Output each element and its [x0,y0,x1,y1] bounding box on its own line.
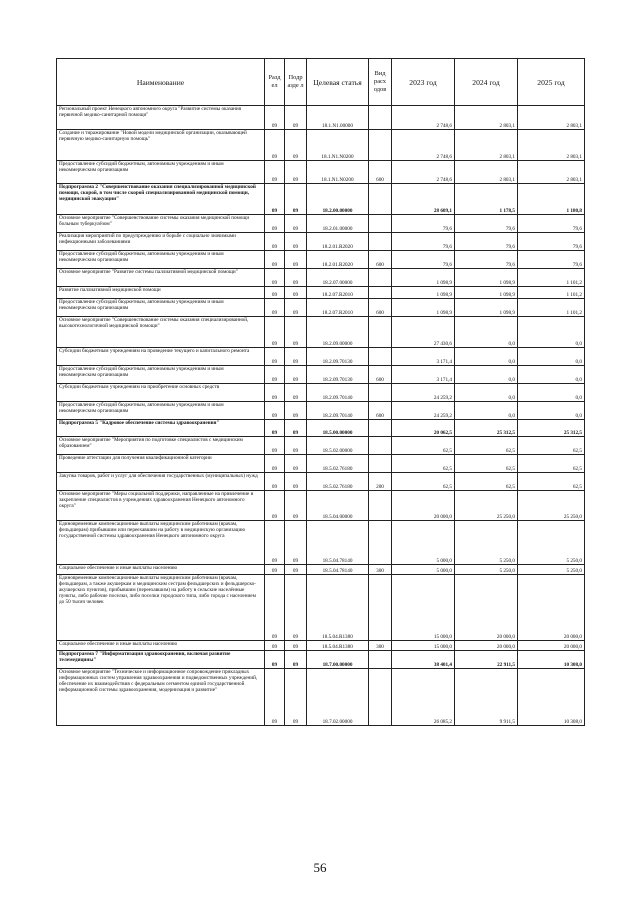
row-name: Основное мероприятие "Развитие системы паллиативной медицинской помощи" [57,269,265,287]
row-value-2024: 1 178,5 [455,184,518,215]
row-expense-type [369,184,392,215]
row-expense-type: 300 [369,565,392,575]
row-target-article: 18.7.02.00000 [307,669,369,726]
row-value-2025: 10 308,0 [518,669,585,726]
row-value-2023: 1 098,9 [392,299,455,317]
row-value-2025: 1 101,2 [518,299,585,317]
row-subsection: 09 [285,106,307,130]
row-expense-type: 200 [369,473,392,491]
row-value-2023: 15 000,0 [392,641,455,651]
table-row [57,641,585,651]
row-value-2025: 5 250,0 [518,565,585,575]
row-name: Социальное обеспечение и иные выплаты населению [57,565,265,575]
budget-table [56,58,585,726]
table-header [57,59,585,106]
row-value-2025: 0,0 [518,366,585,384]
row-subsection: 09 [285,455,307,473]
row-value-2024: 79,6 [455,251,518,269]
row-value-2025: 2 803,1 [518,161,585,184]
row-name: Основное мероприятие "Техническое и информационное сопровождение прикладных информационных систем управления здравоохранения и подведомственных учреждений, обеспечение их взаимодействия с федеральным сегментом единой государственной информационной системы здравоохранения, модернизация и развитие" [57,669,265,726]
row-value-2023: 24 259,2 [392,384,455,402]
row-name: Основное мероприятие "Мероприятия по подготовке специалистов с медицинским образованием" [57,437,265,455]
row-value-2024: 1 098,9 [455,269,518,287]
row-expense-type: 300 [369,641,392,651]
row-value-2025: 20 000,0 [518,575,585,641]
row-value-2023: 38 401,4 [392,651,455,669]
row-subsection: 09 [285,348,307,366]
row-section: 09 [265,161,285,184]
row-section: 09 [265,233,285,251]
row-value-2024: 2 803,1 [455,106,518,130]
row-name: Предоставление субсидий бюджетным, автономным учреждениям и иным некоммерческим организациям [57,402,265,420]
row-name: Субсидии бюджетным учреждениям на приобретение основных средств [57,384,265,402]
row-value-2023: 2 748,6 [392,161,455,184]
row-section: 09 [265,269,285,287]
table-row [57,420,585,437]
row-value-2024: 20 000,0 [455,641,518,651]
row-value-2024: 5 250,0 [455,565,518,575]
row-value-2025: 2 803,1 [518,106,585,130]
row-subsection: 09 [285,384,307,402]
header-section: Разд ел [265,59,285,106]
row-value-2025: 10 308,0 [518,651,585,669]
row-subsection: 09 [285,402,307,420]
row-name: Субсидии бюджетным учреждениям на проведение текущего и капитального ремонта [57,348,265,366]
row-value-2025: 62,5 [518,473,585,491]
table-row [57,269,585,287]
row-expense-type [369,384,392,402]
row-name: Создание и тиражирование "Новой модели медицинской организации, оказывающей первичную медико-санитарную помощь" [57,130,265,161]
row-value-2025: 79,6 [518,251,585,269]
table-row [57,521,585,565]
row-name: Реализация мероприятий по предупреждению и борьбе с социально значимыми инфекционными заболеваниями [57,233,265,251]
row-value-2023: 5 000,0 [392,565,455,575]
row-value-2025: 62,5 [518,455,585,473]
row-section: 09 [265,366,285,384]
header-year-2024: 2024 год [455,59,518,106]
row-section: 09 [265,215,285,233]
row-value-2023: 62,5 [392,437,455,455]
row-section: 09 [265,651,285,669]
header-year-2023: 2023 год [392,59,455,106]
row-subsection: 09 [285,491,307,521]
row-value-2024: 62,5 [455,473,518,491]
row-name: Предоставление субсидий бюджетным, автономным учреждениям и иным некоммерческим организациям [57,251,265,269]
row-section: 09 [265,437,285,455]
row-section: 09 [265,641,285,651]
table-row [57,565,585,575]
row-target-article: 18.2.09.70130 [307,348,369,366]
row-value-2024: 25 250,0 [455,491,518,521]
row-value-2025: 79,6 [518,215,585,233]
row-name: Предоставление субсидий бюджетным, автономным учреждениям и иным некоммерческим организациям [57,299,265,317]
row-name: Единовременные компенсационные выплаты медицинским работникам (врачам, фельдшерам) прибывшим или переехавшим на работу в медицинскую организацию государственной системы здравоохранения Ненецкого автономного округа [57,521,265,565]
row-section: 09 [265,575,285,641]
row-section: 09 [265,521,285,565]
row-name: Предоставление субсидий бюджетным, автономным учреждениям и иным некоммерческим организациям [57,366,265,384]
row-target-article: 18.2.07.00000 [307,269,369,287]
row-section: 09 [265,130,285,161]
row-subsection: 09 [285,130,307,161]
row-value-2024: 62,5 [455,437,518,455]
row-value-2023: 28 609,1 [392,184,455,215]
table-row [57,287,585,299]
table-row [57,130,585,161]
row-value-2025: 0,0 [518,348,585,366]
row-value-2023: 20 062,5 [392,420,455,437]
row-value-2023: 79,6 [392,251,455,269]
row-value-2023: 5 000,0 [392,521,455,565]
row-section: 09 [265,384,285,402]
row-subsection: 09 [285,437,307,455]
row-value-2025: 0,0 [518,384,585,402]
row-target-article: 18.5.02.00000 [307,437,369,455]
row-value-2024: 79,6 [455,233,518,251]
row-expense-type: 600 [369,299,392,317]
row-expense-type [369,437,392,455]
row-section: 09 [265,491,285,521]
row-target-article: 18.2.01.R2020 [307,251,369,269]
row-subsection: 09 [285,161,307,184]
row-subsection: 09 [285,641,307,651]
row-target-article: 18.2.07.R2010 [307,299,369,317]
row-target-article: 18.1.N1.00000 [307,106,369,130]
row-subsection: 09 [285,233,307,251]
table-row [57,348,585,366]
row-section: 09 [265,184,285,215]
row-target-article: 18.7.00.00000 [307,651,369,669]
table-row [57,651,585,669]
row-value-2025: 20 000,0 [518,641,585,651]
table-row [57,491,585,521]
row-expense-type [369,233,392,251]
row-expense-type [369,317,392,348]
row-name: Подпрограмма 5 "Кадровое обеспечение системы здравоохранения" [57,420,265,437]
table-row [57,215,585,233]
row-section: 09 [265,455,285,473]
row-target-article: 18.2.01.R2020 [307,233,369,251]
row-expense-type: 600 [369,366,392,384]
table-row [57,184,585,215]
table-row [57,251,585,269]
row-subsection: 09 [285,215,307,233]
row-expense-type [369,287,392,299]
row-expense-type: 600 [369,161,392,184]
row-value-2023: 79,6 [392,215,455,233]
table-row [57,161,585,184]
row-target-article: 18.2.09.70140 [307,384,369,402]
row-value-2025: 25 312,5 [518,420,585,437]
table-row [57,366,585,384]
row-value-2024: 20 000,0 [455,575,518,641]
row-value-2024: 1 098,9 [455,299,518,317]
row-expense-type [369,106,392,130]
row-target-article: 18.2.00.00000 [307,184,369,215]
row-value-2024: 0,0 [455,348,518,366]
row-value-2024: 2 803,1 [455,161,518,184]
row-target-article: 18.5.02.76180 [307,473,369,491]
row-subsection: 09 [285,287,307,299]
row-value-2023: 27 430,6 [392,317,455,348]
row-value-2023: 24 259,2 [392,402,455,420]
row-value-2024: 2 803,1 [455,130,518,161]
row-subsection: 09 [285,269,307,287]
table-row [57,299,585,317]
row-target-article: 18.5.04.R1380 [307,575,369,641]
row-subsection: 09 [285,251,307,269]
row-value-2023: 2 748,6 [392,106,455,130]
row-target-article: 18.5.00.00000 [307,420,369,437]
row-name: Подпрограмма 7 "Информатизация здравоохранения, включая развитие телемедицины" [57,651,265,669]
table-row [57,402,585,420]
table-row [57,669,585,726]
row-subsection: 09 [285,575,307,641]
row-target-article: 18.2.09.70130 [307,366,369,384]
row-section: 09 [265,287,285,299]
row-section: 09 [265,402,285,420]
header-target-article: Целевая статья [307,59,369,106]
row-value-2023: 15 000,0 [392,575,455,641]
row-expense-type [369,491,392,521]
row-target-article: 18.5.02.76180 [307,455,369,473]
row-value-2023: 1 098,9 [392,269,455,287]
row-subsection: 09 [285,420,307,437]
table-row [57,317,585,348]
row-value-2023: 1 098,9 [392,287,455,299]
header-expense-type: Вид расх одов [369,59,392,106]
row-subsection: 09 [285,565,307,575]
row-name: Основное мероприятие "Меры социальной поддержки, направленные на привлечение и закрепление специалистов в учреждениях здравоохранения Ненецкого автономного округа" [57,491,265,521]
row-target-article: 18.2.09.00000 [307,317,369,348]
row-value-2023: 62,5 [392,473,455,491]
row-value-2025: 0,0 [518,402,585,420]
header-name: Наименование [57,59,265,106]
row-name: Подпрограмма 2 "Совершенствование оказания специализированной медицинской помощи, скорой, в том числе скорой специализированной медицинской помощи, медицинской эвакуации" [57,184,265,215]
row-subsection: 09 [285,366,307,384]
row-name: Предоставление субсидий бюджетным, автономным учреждениям и иным некоммерческим организациям [57,161,265,184]
row-target-article: 18.1.N1.N0200 [307,130,369,161]
table-row [57,233,585,251]
row-value-2025: 1 180,8 [518,184,585,215]
row-value-2023: 3 171,4 [392,348,455,366]
row-subsection: 09 [285,473,307,491]
header-year-2025: 2025 год [518,59,585,106]
row-value-2024: 62,5 [455,455,518,473]
row-value-2024: 0,0 [455,366,518,384]
row-section: 09 [265,348,285,366]
row-value-2024: 79,6 [455,215,518,233]
row-target-article: 18.5.04.R1380 [307,641,369,651]
row-target-article: 18.5.04.78140 [307,521,369,565]
row-expense-type: 600 [369,402,392,420]
row-expense-type: 600 [369,251,392,269]
row-value-2025: 2 803,1 [518,130,585,161]
row-value-2024: 0,0 [455,317,518,348]
row-name: Основное мероприятие "Совершенствование системы оказания специализированной, высокотехнологичной медицинской помощи" [57,317,265,348]
table-row [57,106,585,130]
row-value-2023: 20 000,0 [392,491,455,521]
row-expense-type [369,575,392,641]
row-value-2023: 2 748,6 [392,130,455,161]
row-expense-type [369,669,392,726]
row-target-article: 18.2.01.00000 [307,215,369,233]
row-value-2024: 0,0 [455,402,518,420]
row-value-2024: 1 098,9 [455,287,518,299]
row-value-2023: 3 171,4 [392,366,455,384]
row-subsection: 09 [285,651,307,669]
page-number: 56 [313,860,327,875]
row-target-article: 18.5.04.00000 [307,491,369,521]
row-value-2025: 5 250,0 [518,521,585,565]
row-expense-type [369,215,392,233]
table-body [57,106,585,726]
row-expense-type [369,521,392,565]
row-value-2025: 1 101,2 [518,287,585,299]
row-expense-type [369,348,392,366]
row-name: Социальное обеспечение и иные выплаты населению [57,641,265,651]
row-subsection: 09 [285,669,307,726]
row-expense-type [369,455,392,473]
row-value-2025: 62,5 [518,437,585,455]
table-row [57,575,585,641]
row-value-2024: 0,0 [455,384,518,402]
row-subsection: 09 [285,521,307,565]
table-row [57,384,585,402]
header-subsection: Подр азде л [285,59,307,106]
row-target-article: 18.2.09.70140 [307,402,369,420]
row-section: 09 [265,317,285,348]
row-expense-type [369,651,392,669]
row-value-2025: 0,0 [518,317,585,348]
row-name: Основное мероприятие "Совершенствование системы оказания медицинской помощи больным туберкулёзом" [57,215,265,233]
row-section: 09 [265,473,285,491]
row-name: Единовременные компенсационные выплаты медицинским работникам (врачам, фельдшерам, а также акушеркам и медицинским сестрам фельдшерских и фельдшерско-акушерских пунктов), прибывшим (переехавшим) на работу в сельские населённые пункты, либо рабочие поселки, либо поселки городского типа, либо города с населением до 50 тысяч человек [57,575,265,641]
row-value-2024: 25 312,5 [455,420,518,437]
row-subsection: 09 [285,299,307,317]
row-target-article: 18.1.N1.N0200 [307,161,369,184]
row-value-2024: 22 911,5 [455,651,518,669]
row-subsection: 09 [285,317,307,348]
row-value-2023: 79,6 [392,233,455,251]
row-target-article: 18.2.07.R2010 [307,287,369,299]
row-expense-type [369,420,392,437]
row-section: 09 [265,420,285,437]
row-name: Развитие паллиативной медицинской помощи [57,287,265,299]
row-name: Региональный проект Ненецкого автономного округа "Развитие системы оказания первичной медико-санитарной помощи" [57,106,265,130]
row-value-2025: 1 101,2 [518,269,585,287]
row-section: 09 [265,299,285,317]
table-row [57,437,585,455]
row-name: Проведение аттестации для получения квалификационной категории [57,455,265,473]
row-section: 09 [265,669,285,726]
row-expense-type [369,130,392,161]
row-value-2023: 26 085,2 [392,669,455,726]
row-value-2025: 25 250,0 [518,491,585,521]
row-target-article: 18.5.04.78140 [307,565,369,575]
table-row [57,455,585,473]
row-value-2025: 79,6 [518,233,585,251]
row-section: 09 [265,106,285,130]
row-expense-type [369,269,392,287]
row-value-2024: 9 911,5 [455,669,518,726]
row-value-2023: 62,5 [392,455,455,473]
row-value-2024: 5 250,0 [455,521,518,565]
row-section: 09 [265,565,285,575]
row-subsection: 09 [285,184,307,215]
row-name: Закупка товаров, работ и услуг для обеспечения государственных (муниципальных) нужд [57,473,265,491]
row-section: 09 [265,251,285,269]
table-row [57,473,585,491]
